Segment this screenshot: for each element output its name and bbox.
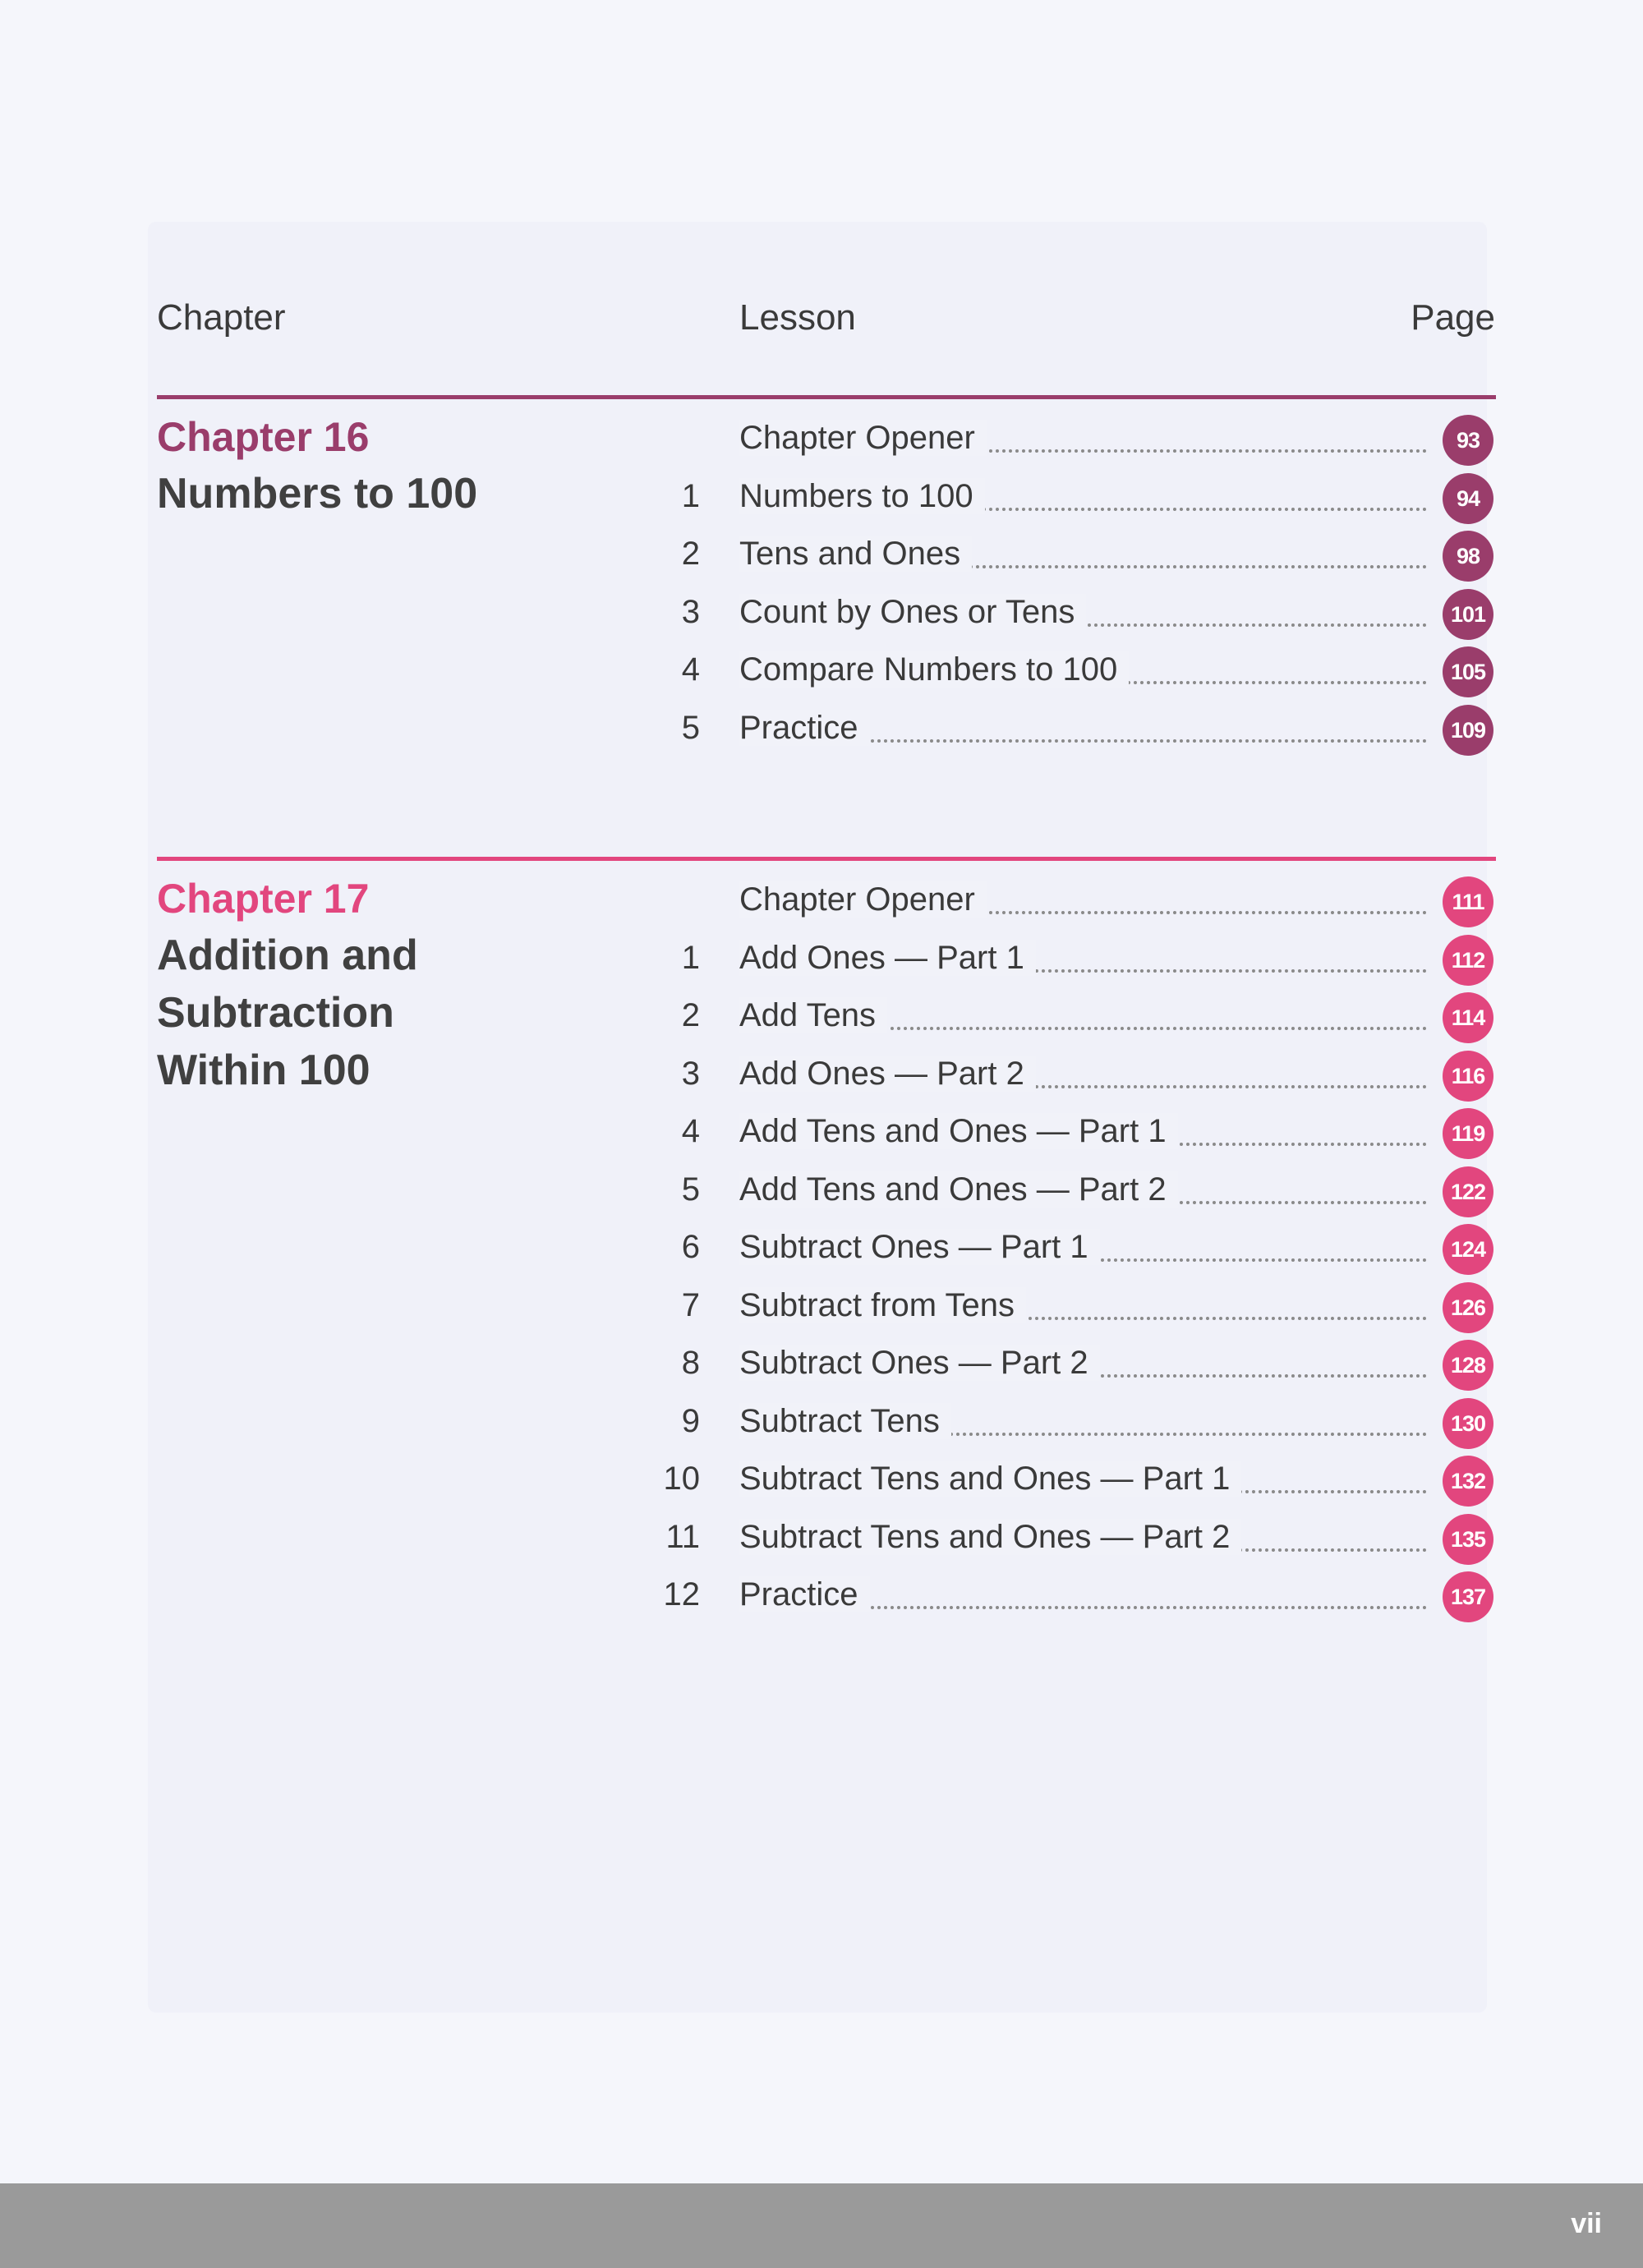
page-number-badge[interactable]: 112 [1443, 935, 1493, 986]
lesson-title [739, 1403, 951, 1440]
lesson-title [739, 1113, 1178, 1150]
lesson-title [739, 651, 1129, 688]
lesson-number: 1 [681, 939, 700, 976]
lesson-row[interactable] [0, 703, 1643, 761]
page-number-badge[interactable]: 105 [1443, 646, 1493, 697]
page-number-badge[interactable]: 101 [1443, 589, 1493, 640]
page-number-badge[interactable]: 124 [1443, 1224, 1493, 1275]
chapter-title-line: Subtraction [157, 989, 394, 1037]
lesson-number: 3 [681, 593, 700, 630]
lesson-row[interactable] [0, 1454, 1643, 1511]
lesson-number: 1 [681, 477, 700, 514]
chapter-17-number: Chapter 17 [157, 876, 370, 922]
lesson-title [739, 1345, 1100, 1382]
lesson-title [739, 594, 1086, 631]
page-number-badge[interactable]: 109 [1443, 705, 1493, 756]
page-number: vii [1571, 2208, 1602, 2239]
lesson-title-text: Subtract from Tens [739, 1287, 1026, 1323]
lesson-title [739, 710, 870, 747]
lesson-title [739, 1461, 1241, 1497]
lesson-number: 11 [665, 1518, 700, 1555]
page-number-badge[interactable]: 119 [1443, 1108, 1493, 1159]
lesson-row[interactable] [0, 1512, 1643, 1570]
lesson-title-text: Subtract Tens and Ones — Part 2 [739, 1519, 1241, 1555]
lesson-title-text: Add Ones — Part 1 [739, 940, 1036, 976]
lesson-row[interactable] [0, 1281, 1643, 1338]
page-number-badge[interactable]: 94 [1443, 473, 1493, 524]
chapter-16-divider [157, 395, 1496, 399]
chapter-title-line: Numbers to 100 [157, 470, 478, 518]
lesson-number: 5 [681, 1171, 700, 1208]
lesson-title-text: Add Tens and Ones — Part 1 [739, 1113, 1178, 1149]
lesson-number: 12 [663, 1576, 700, 1612]
lesson-row[interactable] [0, 645, 1643, 702]
lesson-number: 4 [681, 1113, 700, 1149]
lesson-title [739, 1229, 1100, 1266]
lesson-number: 6 [681, 1229, 700, 1265]
page-number-badge[interactable]: 135 [1443, 1514, 1493, 1565]
lesson-title-text: Compare Numbers to 100 [739, 651, 1129, 688]
page-number-badge[interactable]: 126 [1443, 1282, 1493, 1333]
lesson-title [739, 940, 1036, 977]
page-number-badge[interactable]: 114 [1443, 992, 1493, 1043]
lesson-title-text: Numbers to 100 [739, 478, 985, 514]
lesson-title [739, 997, 887, 1034]
lesson-row[interactable] [0, 1396, 1643, 1454]
lesson-title [739, 881, 987, 918]
lesson-number: 8 [681, 1345, 700, 1381]
page-number-badge[interactable]: 111 [1443, 876, 1493, 927]
lesson-row[interactable] [0, 933, 1643, 991]
lesson-row[interactable] [0, 1165, 1643, 1222]
lesson-title-text: Practice [739, 710, 870, 746]
lesson-row[interactable] [0, 472, 1643, 529]
lesson-title [739, 420, 987, 457]
page-number-badge[interactable]: 98 [1443, 531, 1493, 582]
column-header-page: Page [1411, 297, 1495, 338]
lesson-row[interactable] [0, 991, 1643, 1048]
lesson-title-text: Subtract Tens [739, 1403, 951, 1439]
footer-bar [0, 2183, 1643, 2268]
lesson-title [739, 1056, 1036, 1093]
lesson-title [739, 1519, 1241, 1556]
chapter-title-line: Addition and [157, 932, 418, 979]
page-number-badge[interactable]: 132 [1443, 1456, 1493, 1507]
lesson-number: 9 [681, 1402, 700, 1439]
lesson-title [739, 1287, 1026, 1324]
column-header-chapter: Chapter [157, 297, 286, 338]
column-header-lesson: Lesson [739, 297, 856, 338]
lesson-row[interactable] [0, 1106, 1643, 1164]
lesson-number: 3 [681, 1055, 700, 1092]
page-number-badge[interactable]: 116 [1443, 1051, 1493, 1102]
lesson-title-text: Count by Ones or Tens [739, 594, 1086, 630]
lesson-row[interactable] [0, 875, 1643, 932]
lesson-number: 2 [681, 997, 700, 1033]
chapter-16-number: Chapter 16 [157, 414, 370, 460]
chapter-17-divider [157, 857, 1496, 861]
lesson-row[interactable] [0, 1222, 1643, 1280]
lesson-title [739, 1576, 870, 1613]
page-number-badge[interactable]: 93 [1443, 415, 1493, 466]
lesson-title-text: Subtract Ones — Part 1 [739, 1229, 1100, 1265]
chapter-title-line: Within 100 [157, 1047, 370, 1094]
lesson-title-text: Add Ones — Part 2 [739, 1056, 1036, 1092]
lesson-title-text: Tens and Ones [739, 536, 972, 572]
lesson-title-text: Subtract Ones — Part 2 [739, 1345, 1100, 1381]
page-number-badge[interactable]: 122 [1443, 1166, 1493, 1217]
lesson-number: 4 [681, 651, 700, 688]
lesson-number: 10 [663, 1461, 700, 1497]
lesson-row[interactable] [0, 1570, 1643, 1627]
lesson-number: 2 [681, 536, 700, 572]
lesson-title-text: Chapter Opener [739, 881, 987, 918]
lesson-title-text: Chapter Opener [739, 420, 987, 456]
lesson-title [739, 478, 985, 515]
lesson-title-text: Subtract Tens and Ones — Part 1 [739, 1461, 1241, 1497]
page-number-badge[interactable]: 128 [1443, 1340, 1493, 1391]
lesson-title [739, 1171, 1178, 1208]
lesson-number: 7 [681, 1286, 700, 1323]
lesson-title-text: Add Tens [739, 997, 887, 1033]
page-number-badge[interactable]: 137 [1443, 1571, 1493, 1622]
lesson-title-text: Practice [739, 1576, 870, 1612]
page-number-badge[interactable]: 130 [1443, 1398, 1493, 1449]
lesson-number: 5 [681, 709, 700, 746]
lesson-row[interactable] [0, 587, 1643, 645]
lesson-row[interactable] [0, 1338, 1643, 1396]
lesson-title-text: Add Tens and Ones — Part 2 [739, 1171, 1178, 1208]
lesson-row[interactable] [0, 413, 1643, 471]
lesson-title [739, 536, 972, 573]
lesson-row[interactable] [0, 529, 1643, 587]
lesson-row[interactable] [0, 1049, 1643, 1106]
